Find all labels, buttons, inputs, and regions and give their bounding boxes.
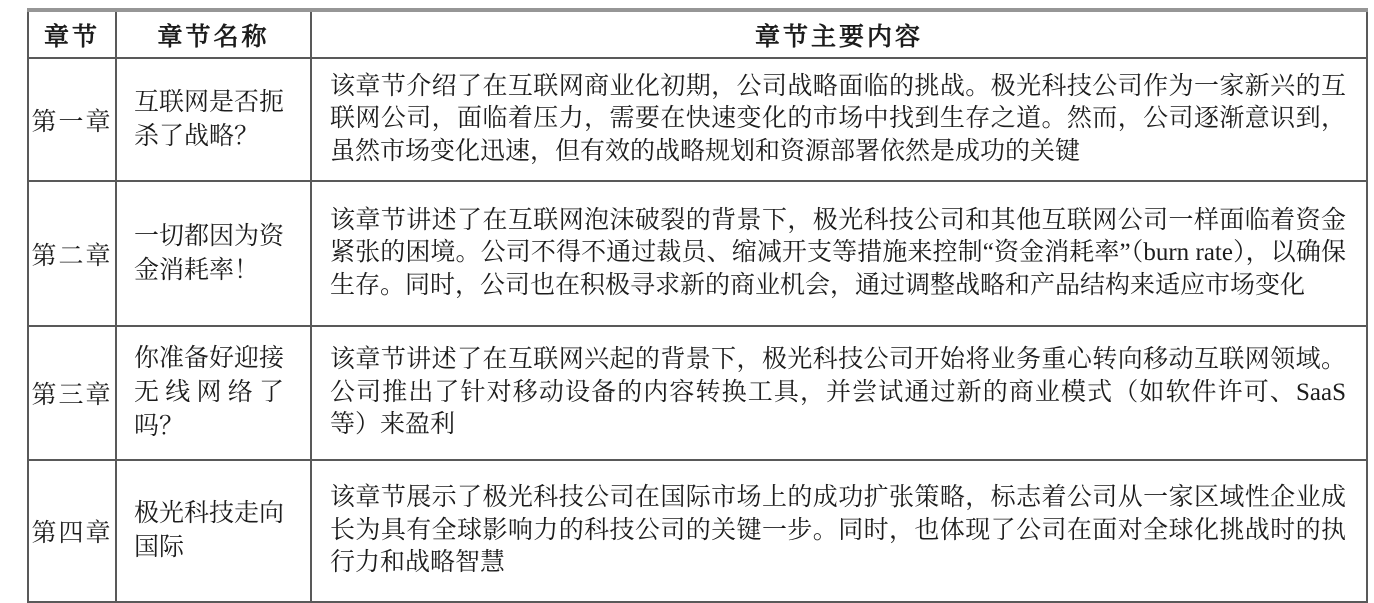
chapter-summary-table [27, 8, 1368, 603]
chapter-content-cell: 该章节展示了极光科技公司在国际市场上的成功扩张策略，标志着公司从一家区域性企业成长为具有全球影响力的科技公司的关键一步。同时，也体现了公司在面对全球化挑战时的执行力和战略智慧 [311, 460, 1367, 602]
chapter-cell: 第二章 [28, 181, 116, 326]
chapter-cell: 第一章 [28, 58, 116, 181]
chapter-content-cell: 该章节讲述了在互联网泡沫破裂的背景下，极光科技公司和其他互联网公司一样面临着资金紧张的困境。公司不得不通过裁员、缩减开支等措施来控制“资金消耗率”（burn rate），以确保生存。同时，公司也在积极寻求新的商业机会，通过调整战略和产品结构来适应市场变化 [311, 181, 1367, 326]
chapter-content-cell: 该章节讲述了在互联网兴起的背景下，极光科技公司开始将业务重心转向移动互联网领域。公司推出了针对移动设备的内容转换工具，并尝试通过新的商业模式（如软件许可、SaaS 等）来盈利 [311, 326, 1367, 460]
chapter-name-cell: 极光科技走向国际 [116, 460, 311, 602]
chapter-cell: 第三章 [28, 326, 116, 460]
chapter-content-cell: 该章节介绍了在互联网商业化初期，公司战略面临的挑战。极光科技公司作为一家新兴的互联网公司，面临着压力，需要在快速变化的市场中找到生存之道。然而，公司逐渐意识到，虽然市场变化迅速，但有效的战略规划和资源部署依然是成功的关键 [311, 58, 1367, 181]
column-header-chapter-content: 章节主要内容 [311, 10, 1367, 58]
table-row [28, 326, 1367, 460]
chapter-cell: 第四章 [28, 460, 116, 602]
table-row [28, 460, 1367, 602]
chapter-name-cell: 你准备好迎接无线网络了吗？ [116, 326, 311, 460]
header-row [28, 10, 1367, 58]
column-header-chapter-name: 章节名称 [116, 10, 311, 58]
column-header-chapter: 章节 [28, 10, 116, 58]
table-row [28, 181, 1367, 326]
table-row [28, 58, 1367, 181]
chapter-name-cell: 互联网是否扼杀了战略？ [116, 58, 311, 181]
chapter-name-cell: 一切都因为资金消耗率！ [116, 181, 311, 326]
